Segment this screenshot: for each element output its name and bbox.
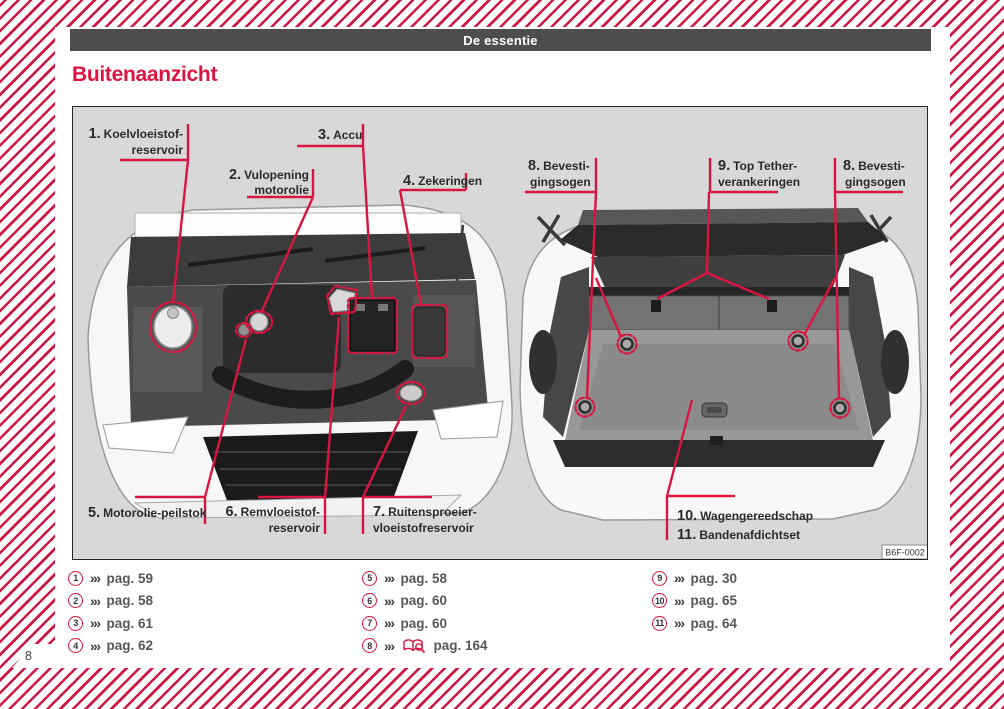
page-reference-text: pag. 60 — [400, 615, 448, 631]
see-chevrons-icon: ››› — [384, 570, 394, 586]
page-reference-text: pag. 64 — [690, 615, 738, 631]
see-chevrons-icon: ››› — [384, 592, 394, 609]
page-reference-text: pag. 62 — [106, 638, 154, 653]
label-washer-line1: 7. Ruitensproeier- — [373, 504, 477, 520]
page-number: 8 — [25, 649, 32, 663]
section-title: De essentie — [463, 32, 538, 48]
reference-column-2 — [362, 570, 488, 654]
reference-column-1 — [68, 570, 153, 654]
callout-2-badge: 2 — [68, 593, 83, 608]
reference-item-3 — [68, 615, 153, 631]
see-chevrons-icon: ››› — [674, 570, 684, 586]
see-chevrons-icon: ››› — [90, 637, 100, 654]
label-washer-line2: vloeistofreservoir — [373, 521, 474, 535]
reference-column-3 — [652, 570, 737, 631]
reference-item-2 — [68, 593, 153, 609]
see-chevrons-icon: ››› — [90, 592, 100, 609]
page-reference-text: pag. 65 — [690, 593, 738, 608]
label-tire-sealant: 11. Bandenafdichtset — [677, 527, 801, 543]
page-reference-text: pag. 61 — [106, 615, 154, 631]
see-chevrons-icon: ››› — [674, 615, 684, 631]
callout-6-badge: 6 — [362, 593, 377, 608]
page-number-patch — [12, 644, 62, 668]
label-tiedowns-left-line2: gingsogen — [530, 175, 591, 189]
page-reference-text: pag. 30 — [690, 570, 738, 586]
reference-item-11 — [652, 615, 737, 631]
callout-5-badge: 5 — [362, 571, 377, 586]
callout-8-badge: 8 — [362, 638, 377, 653]
reference-item-1 — [68, 570, 153, 586]
see-chevrons-icon: ››› — [90, 570, 100, 586]
label-battery: 3. Accu — [318, 127, 363, 143]
section-header-bar — [70, 29, 931, 51]
callout-10-badge: 10 — [652, 593, 667, 608]
label-tiedowns-right-line1: 8. Bevesti- — [843, 158, 905, 174]
page-reference-text: pag. 58 — [400, 570, 448, 586]
reference-item-7 — [362, 615, 488, 631]
see-chevrons-icon: ››› — [90, 615, 100, 631]
callout-3-badge: 3 — [68, 616, 83, 631]
callout-4-badge: 4 — [68, 638, 83, 653]
label-tiedowns-right-line2: gingsogen — [845, 175, 906, 189]
page-reference-text: pag. 60 — [400, 593, 448, 608]
label-coolant-line2: reservoir — [131, 143, 183, 157]
label-brake-fluid-line1: 6. Remvloeistof- — [225, 504, 320, 520]
reference-item-10 — [652, 593, 737, 609]
reference-item-4 — [68, 638, 153, 654]
page-reference-text: pag. 59 — [106, 570, 154, 586]
exterior-view-figure — [72, 106, 928, 560]
page-reference-text: pag. 58 — [106, 593, 154, 608]
label-dipstick: 5. Motorolie-peilstok — [88, 505, 207, 521]
callout-7-badge: 7 — [362, 616, 377, 631]
see-chevrons-icon: ››› — [384, 637, 394, 654]
label-tiedowns-left-line1: 8. Bevesti- — [528, 158, 590, 174]
reference-item-6 — [362, 593, 488, 609]
see-chevrons-icon: ››› — [674, 592, 684, 609]
label-oil-filler-line1: 2. Vulopening — [229, 167, 309, 183]
reference-item-8 — [362, 638, 488, 654]
label-brake-fluid-line2: reservoir — [268, 521, 320, 535]
figure-code-tag — [882, 545, 927, 559]
figure-illustration — [73, 107, 927, 559]
page-reference-text: pag. 164 — [433, 638, 488, 653]
reference-item-9 — [652, 570, 737, 586]
label-top-tether-line1: 9. Top Tether- — [718, 158, 798, 174]
label-top-tether-line2: verankeringen — [718, 175, 801, 189]
label-car-tools: 10. Wagengereedschap — [677, 508, 814, 524]
callout-9-badge: 9 — [652, 571, 667, 586]
figure-code: B6F-0002 — [885, 547, 925, 558]
callout-11-badge: 11 — [652, 616, 667, 631]
engine-bay-drawing — [88, 205, 512, 518]
label-coolant-line1: 1. Koelvloeistof- — [88, 126, 183, 142]
callout-1-badge: 1 — [68, 571, 83, 586]
label-oil-filler-line2: motorolie — [254, 183, 309, 197]
reference-item-5 — [362, 570, 488, 586]
label-fuses: 4. Zekeringen — [403, 173, 483, 189]
page-title: Buitenaanzicht — [72, 63, 218, 86]
trunk-drawing — [520, 208, 921, 520]
see-chevrons-icon: ››› — [384, 615, 394, 631]
booklet-lookup-icon — [402, 638, 426, 654]
